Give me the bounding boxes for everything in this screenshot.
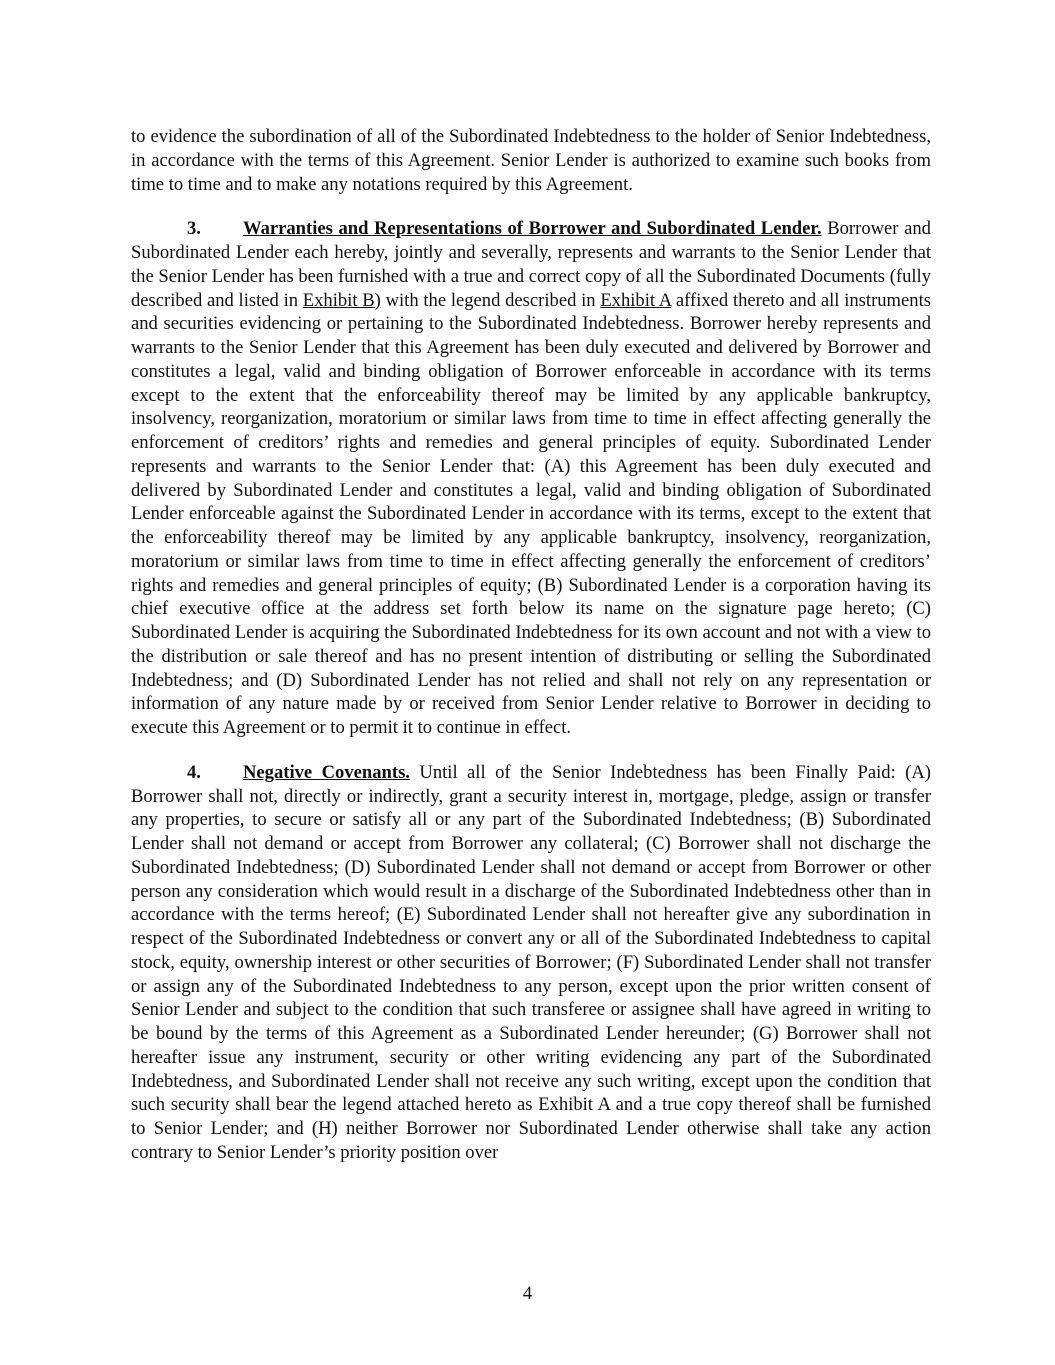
intro-paragraph: to evidence the subordination of all of the Subordinated Indebtedness to the holder of Senior Indebtedness, in accordance with the terms of this Agreement. Senior Lender is authorized to examine such books from time to time and to make any notations required by this Agreement. [131,126,931,195]
section-4-number: 4. [187,761,201,783]
section-3-heading: Warranties and Representations of Borrower and Subordinated Lender. [243,218,822,240]
document-body [131,125,931,1165]
section-4-heading: Negative Covenants. [243,761,410,783]
section-4-paragraph [131,761,931,1165]
section-3-text-b: with the legend described in [380,289,601,311]
section-4-text: Until all of the Senior Indebtedness has been Finally Paid: (A) Borrower shall not, directly or indirectly, grant a security interest in, mortgage, pledge, assign or transfer any properties, to secure or satisfy all or any part of the Subordinated Indebtedness; (B) Subordinated Lender shall not demand or accept from Borrower any collateral; (C) Borrower shall not discharge the Subordinated Indebtedness; (D) Subordinated Lender shall not demand or accept from Borrower or other person any consideration which would result in a discharge of the Subordinated Indebtedness other than in accordance with the terms hereof; (E) Subordinated Lender shall not hereafter give any subordination in respect of the Subordinated Indebtedness or convert any or all of the Subordinated Indebtedness to capital stock, equity, ownership interest or other securities of Borrower; (F) Subordinated Lender shall not transfer or assign any of the Subordinated Indebtedness to any person, except upon the prior written consent of Senior Lender and subject to the condition that such transferee or assignee shall have agreed in writing to be bound by the terms of this Agreement as a Subordinated Lender hereunder; (G) Borrower shall not hereafter issue any instrument, security or other writing evidencing any part of the Subordinated Indebtedness, and Subordinated Lender shall not receive any such writing, except upon the condition that such security shall bear the legend attached hereto as Exhibit A and a true copy thereof shall be furnished to Senior Lender; and (H) neither Borrower nor Subordinated Lender otherwise shall take any action contrary to Senior Lender’s priority position over [131,761,931,1163]
page-number: 4 [522,1283,533,1304]
exhibit-a-reference: Exhibit A [600,289,672,311]
section-3-number: 3. [187,218,201,240]
section-3-paragraph [131,217,931,740]
exhibit-b-reference: Exhibit B) [302,289,381,311]
section-3-text-c: affixed thereto and all instruments and securities evidencing or pertaining to the Subordinated Indebtedness. Borrower hereby represents and warrants to the Senior Lender that this Agreement has been duly executed and delivered by Borrower and constitutes a legal, valid and binding obligation of Borrower enforceable in accordance with its terms except to the extent that the enforceability thereof may be limited by any applicable bankruptcy, insolvency, reorganization, moratorium or similar laws from time to time in effect affecting generally the enforcement of creditors’ rights and remedies and general principles of equity. Subordinated Lender represents and warrants to the Senior Lender that: (A) this Agreement has been duly executed and delivered by Subordinated Lender and constitutes a legal, valid and binding obligation of Subordinated Lender enforceable against the Subordinated Lender in accordance with its terms, except to the extent that the enforceability thereof may be limited by any applicable bankruptcy, insolvency, reorganization, moratorium or similar laws from time to time in effect affecting generally the enforcement of creditors’ rights and remedies and general principles of equity; (B) Subordinated Lender is a corporation having its chief executive office at the address set forth below its name on the signature page hereto; (C) Subordinated Lender is acquiring the Subordinated Indebtedness for its own account and not with a view to the distribution or sale thereof and has no present intention of distributing or selling the Subordinated Indebtedness; and (D) Subordinated Lender has not relied and shall not rely on any representation or information of any nature made by or received from Senior Lender relative to Borrower in deciding to execute this Agreement or to permit it to continue in effect. [131,289,931,738]
section-3-text-a: Borrower and Subordinated Lender each hereby, jointly and severally, represents and warrants to the Senior Lender that the Senior Lender has been furnished with a true and correct copy of all the Subordinated Documents (fully described and listed in [131,218,931,311]
